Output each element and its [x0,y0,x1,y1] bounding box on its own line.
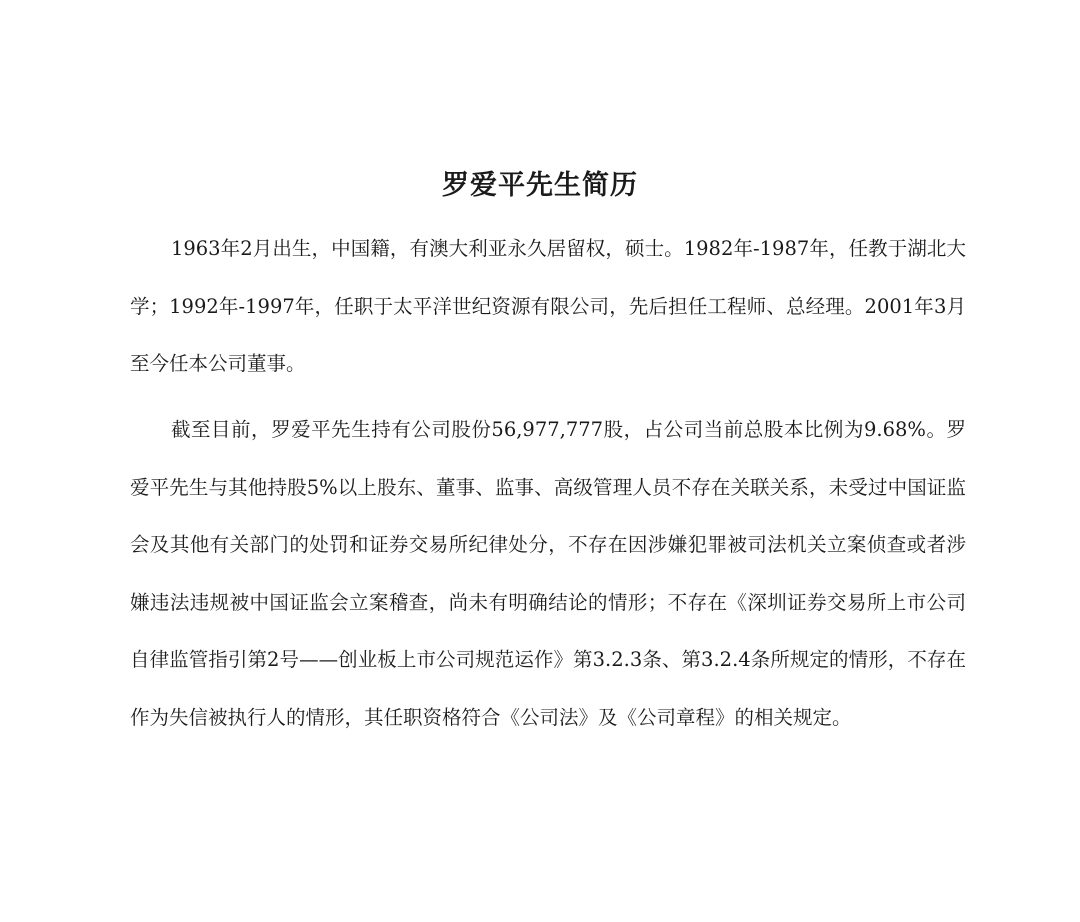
paragraph-biography: 1963年2月出生，中国籍，有澳大利亚永久居留权，硕士。1982年-1987年，任教于湖北大学；1992年-1997年，任职于太平洋世纪资源有限公司，先后担任工程师、总经理。2001年3月至今任本公司董事。 [130,237,966,375]
document-title: 罗爱平先生简历 [442,170,638,201]
paragraph-shareholding: 截至目前，罗爱平先生持有公司股份56,977,777股，占公司当前总股本比例为9.68%。罗爱平先生与其他持股5%以上股东、董事、监事、高级管理人员不存在关联关系，未受过中国证监会及其他有关部门的处罚和证券交易所纪律处分，不存在因涉嫌犯罪被司法机关立案侦查或者涉嫌违法违规被中国证监会立案稽查，尚未有明确结论的情形；不存在《深圳证券交易所上市公司自律监管指引第2号——创业板上市公司规范运作》第3.2.3条、第3.2.4条所规定的情形，不存在作为失信被执行人的情形，其任职资格符合《公司法》及《公司章程》的相关规定。 [130,418,966,729]
